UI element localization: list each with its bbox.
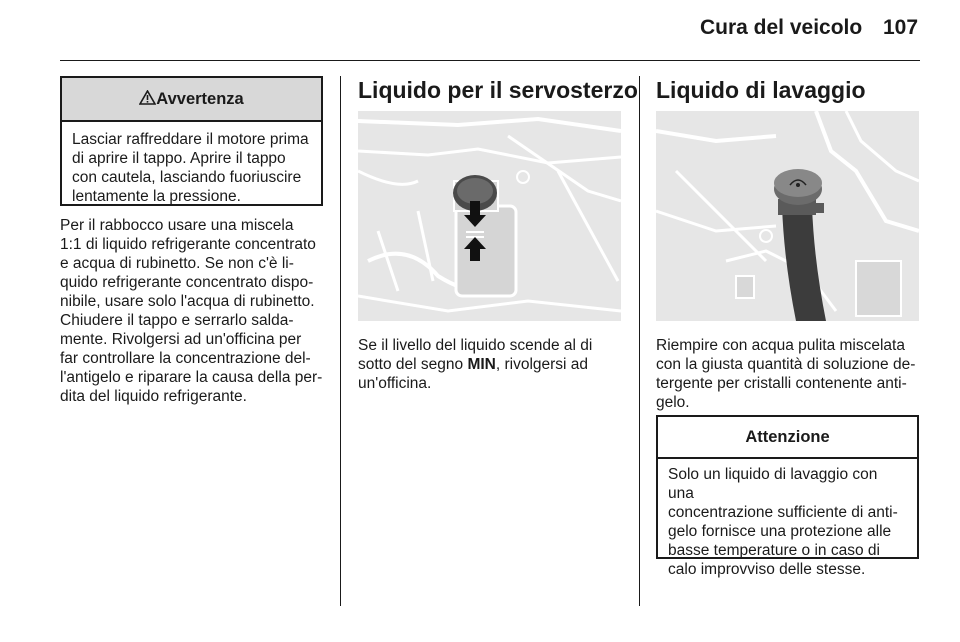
text-line: basse temperature o in caso di (668, 542, 880, 559)
text-line: l'antigelo e riparare la causa della per- (60, 369, 323, 386)
text-line: e acqua di rubinetto. Se non c'è li- (60, 255, 294, 272)
column-divider (639, 76, 640, 606)
section-heading-power-steering: Liquido per il servosterzo (358, 77, 638, 103)
text-line: mente. Rivolgersi ad un'officina per (60, 331, 302, 348)
text-line: Riempire con acqua pulita miscelata (656, 337, 905, 354)
text-line: con cautela, lasciando fuoriuscire (72, 169, 302, 186)
attention-text (658, 459, 917, 579)
text-line: lentamente la pressione. (72, 188, 241, 205)
text-line: dita del liquido refrigerante. (60, 388, 247, 405)
warning-box-header (62, 78, 321, 122)
min-mark-label: MIN (467, 356, 496, 373)
attention-title: Attenzione (745, 428, 830, 446)
header-rule (60, 60, 920, 61)
text-line: quido refrigerante concentrato dispo- (60, 274, 314, 291)
washer-fluid-paragraph (656, 336, 936, 412)
power-steering-illustration (358, 111, 621, 321)
power-steering-paragraph (358, 336, 633, 393)
text-line: Chiudere il tappo e serrarlo salda- (60, 312, 294, 329)
warning-title: Avvertenza (156, 90, 244, 108)
text-fragment: , rivolgersi ad (495, 356, 589, 373)
text-line: Lasciar raffreddare il motore prima (72, 131, 309, 148)
washer-fluid-figure (656, 111, 919, 321)
text-line (358, 355, 633, 374)
text-line: Solo un liquido di lavaggio con una (668, 466, 878, 502)
warning-text (62, 122, 321, 206)
text-line: con la giusta quantità di soluzione de- (656, 356, 916, 373)
page-number: 107 (883, 16, 919, 39)
text-line: gelo fornisce una protezione alle (668, 523, 892, 540)
text-line: nibile, usare solo l'acqua di rubinetto. (60, 293, 315, 310)
text-line: far controllare la concentrazione del- (60, 350, 311, 367)
warning-triangle-icon (139, 90, 156, 105)
attention-box-header (658, 417, 917, 459)
text-line: Per il rabbocco usare una miscela (60, 217, 294, 234)
text-line: gelo. (656, 394, 690, 411)
text-line: 1:1 di liquido refrigerante concentrato (60, 236, 316, 253)
text-line: Se il livello del liquido scende al di (358, 337, 593, 354)
text-line: di aprire il tappo. Aprire il tappo (72, 150, 286, 167)
text-line: calo improvviso delle stesse. (668, 561, 866, 578)
running-header-title: Cura del veicolo (700, 16, 863, 39)
warning-box (60, 76, 323, 206)
text-line: concentrazione sufficiente di anti- (668, 504, 898, 521)
text-line: un'officina. (358, 375, 432, 392)
power-steering-figure (358, 111, 621, 321)
attention-box (656, 415, 919, 578)
text-line: tergente per cristalli contenente anti- (656, 375, 907, 392)
coolant-paragraph (60, 216, 335, 406)
column-divider (340, 76, 341, 606)
washer-fluid-illustration (656, 111, 919, 321)
text-fragment: sotto del segno (358, 356, 468, 373)
section-heading-washer-fluid: Liquido di lavaggio (656, 77, 866, 103)
